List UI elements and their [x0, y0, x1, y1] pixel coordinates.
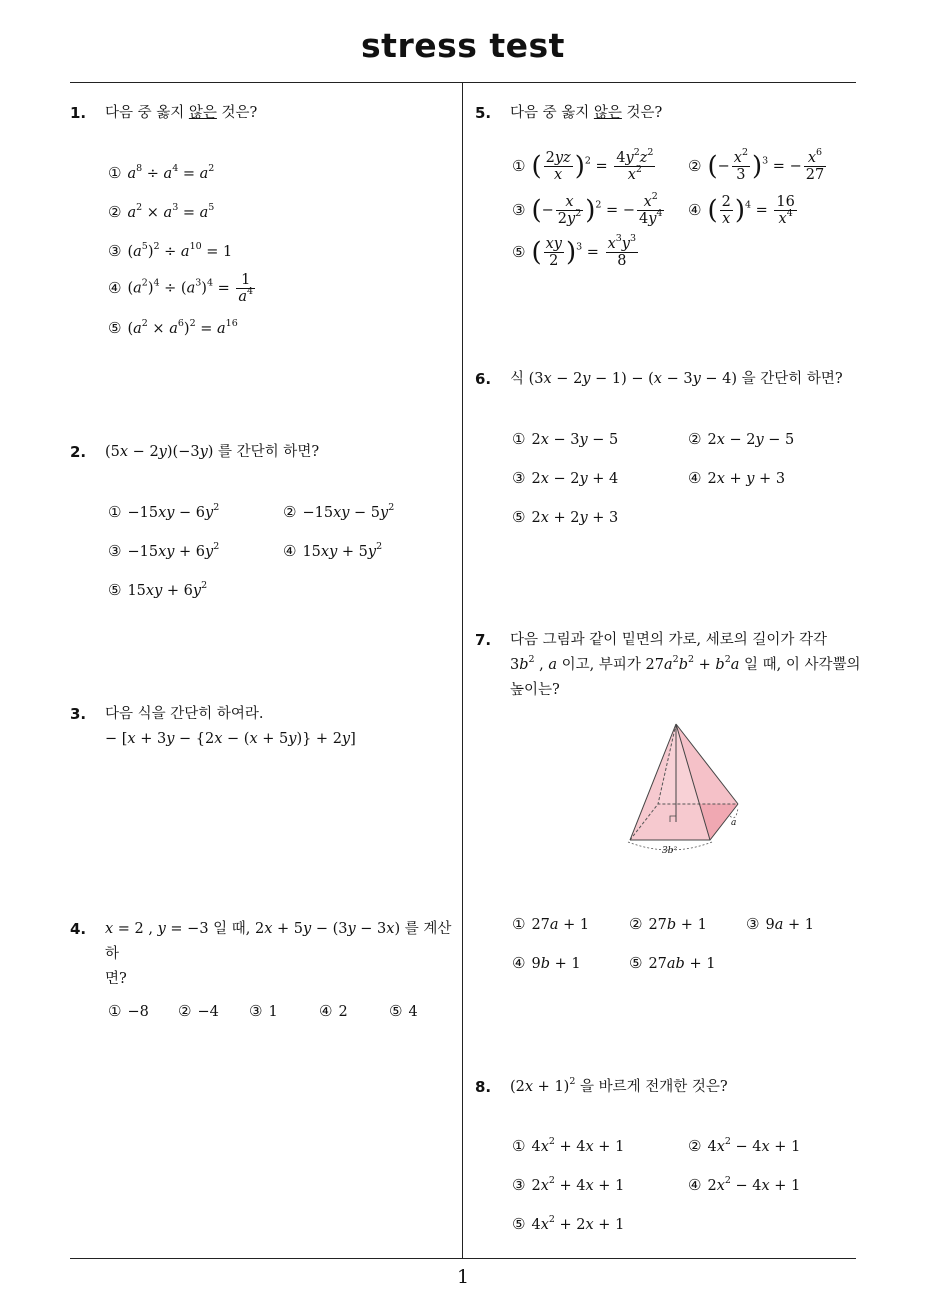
header-rule	[70, 82, 856, 83]
question-3	[70, 702, 450, 752]
column-divider	[462, 82, 463, 1258]
question-stem: 다음 중 옳지 않은 것은?	[105, 105, 258, 121]
question-number: 7.	[475, 631, 492, 649]
q7-option-1[interactable]: ① 27a + 1	[512, 915, 590, 933]
question-7	[475, 628, 865, 703]
question-stem: 다음 식을 간단히 하여라.	[105, 706, 264, 722]
q2-option-2[interactable]: ② $-15xy - 5y^2$	[283, 502, 395, 521]
q8-option-5[interactable]: ⑤ $4x^2 + 2x + 1$	[512, 1214, 625, 1233]
q2-option-4[interactable]: ④ $15xy + 5y^2$	[283, 541, 383, 560]
q5-option-2[interactable]: ② (− $\frac{x^2}{3}$ )$^3$ = − $\frac{x^6}{27}$	[688, 147, 825, 183]
q1-option-2[interactable]: ② $a^2 \times a^3 = a^5$	[108, 202, 215, 221]
q2-option-1[interactable]: ① $-15xy - 6y^2$	[108, 502, 220, 521]
question-number: 6.	[475, 370, 492, 388]
question-2	[70, 440, 450, 465]
question-number: 3.	[70, 705, 87, 723]
square-pyramid-figure	[620, 718, 750, 867]
q4-option-1[interactable]: ① −8	[108, 1002, 149, 1020]
q1-option-5[interactable]: ⑤ $(a^2 \times a^6)^2 = a^{16}$	[108, 318, 238, 337]
figure-label-a: a	[731, 818, 737, 828]
question-1	[70, 101, 450, 126]
q2-option-3[interactable]: ③ $-15xy + 6y^2$	[108, 541, 220, 560]
q4-option-5[interactable]: ⑤ 4	[389, 1002, 418, 1020]
q8-option-3[interactable]: ③ $2x^2 + 4x + 1$	[512, 1175, 625, 1194]
q8-option-1[interactable]: ① $4x^2 + 4x + 1$	[512, 1136, 625, 1155]
page-title: stress test	[361, 26, 565, 65]
q2-option-5[interactable]: ⑤ $15xy + 6y^2$	[108, 580, 208, 599]
question-number: 8.	[475, 1078, 492, 1096]
question-5	[475, 101, 855, 126]
q6-option-1[interactable]: ① 2x − 3y − 5	[512, 430, 619, 448]
q1-option-1[interactable]: ① $a^8 \div a^4 = a^2$	[108, 163, 215, 182]
q5-option-1[interactable]: ① ( $\frac{2yz}{x}$ )$^2$ = $\frac{4y^2z^2}{x^2}$	[512, 147, 654, 183]
q7-option-4[interactable]: ④ 9b + 1	[512, 954, 581, 972]
q8-option-2[interactable]: ② $4x^2 - 4x + 1$	[688, 1136, 801, 1155]
q5-option-4[interactable]: ④ ( $\frac{2}{x}$ )$^4$ = $\frac{16}{x^4}$	[688, 194, 795, 227]
q7-option-3[interactable]: ③ 9a + 1	[746, 915, 814, 933]
q8-option-4[interactable]: ④ $2x^2 - 4x + 1$	[688, 1175, 801, 1194]
question-stem: 다음 중 옳지 않은 것은?	[510, 105, 663, 121]
question-stem: 식 (3x − 2y − 1) − (x − 3y − 4) 을 간단히 하면?	[510, 371, 843, 387]
question-stem: x = 2 , y = −3 일 때, 2x + 5y − (3y − 3x) 를 계산하 면?	[105, 921, 452, 987]
question-4	[70, 917, 458, 992]
question-number: 2.	[70, 443, 87, 461]
q6-option-5[interactable]: ⑤ 2x + 2y + 3	[512, 508, 619, 526]
q6-option-4[interactable]: ④ 2x + y + 3	[688, 469, 786, 487]
question-stem: (5x − 2y)(−3y) 를 간단히 하면?	[105, 444, 320, 460]
q4-option-4[interactable]: ④ 2	[319, 1002, 348, 1020]
figure-label-3b2: 3b²	[662, 846, 678, 856]
q7-option-2[interactable]: ② 27b + 1	[629, 915, 707, 933]
question-expression: − [x + 3y − {2x − (x + 5y)} + 2y]	[105, 731, 356, 747]
page-number: 1	[456, 1266, 470, 1288]
q4-option-3[interactable]: ③ 1	[249, 1002, 278, 1020]
q5-option-3[interactable]: ③ (− $\frac{x}{2y^2}$ )$^2$ = − $\frac{x^2}{4y^4}$	[512, 191, 663, 227]
question-number: 5.	[475, 104, 492, 122]
q4-option-2[interactable]: ② −4	[178, 1002, 219, 1020]
question-number: 1.	[70, 104, 87, 122]
q1-option-3[interactable]: ③ $(a^5)^2 \div a^{10} = 1$	[108, 241, 233, 260]
question-stem: $(2x + 1)^2$ 을 바르게 전개한 것은?	[510, 1076, 728, 1095]
q7-option-5[interactable]: ⑤ 27ab + 1	[629, 954, 716, 972]
q1-option-4[interactable]: ④ $(a^2)^4 \div (a^3)^4$ = $\frac{1}{a^4}$	[108, 272, 254, 305]
question-6	[475, 367, 865, 392]
footer-rule	[70, 1258, 856, 1259]
question-8	[475, 1075, 865, 1100]
q6-option-2[interactable]: ② 2x − 2y − 5	[688, 430, 795, 448]
question-number: 4.	[70, 920, 87, 938]
question-stem: 다음 그림과 같이 밑면의 가로, 세로의 길이가 각각 $3b^2$ , a 이고, 부피가 $27a^2b^2 + b^2a$ 일 때, 이 사각뿔의 높이는?	[510, 632, 861, 698]
q6-option-3[interactable]: ③ 2x − 2y + 4	[512, 469, 619, 487]
q5-option-5[interactable]: ⑤ ( $\frac{xy}{2}$ )$^3$ = $\frac{x^3y^3}{8}$	[512, 233, 637, 269]
